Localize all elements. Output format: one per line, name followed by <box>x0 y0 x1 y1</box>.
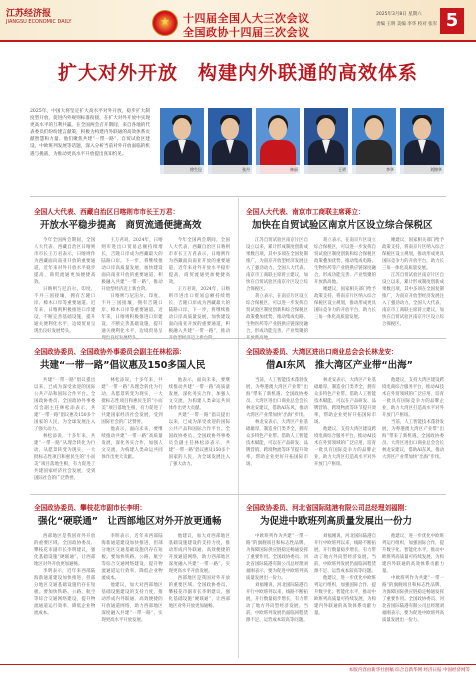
text-column: 江苏自贸试验区南京片区自设立以来，累计形成制度创新成果数百项，其中多项在全国复制推广，为南京开放型经济发展注入了强劲动力。全国人大代表、南京市工商联主席蒋立建议，加快在自贸试验区南京片区设立综合保税区。 蒋立表示，在南京片区设立综合保税区，可以进一步发挥自贸试验区制度创新和综合保税区政策叠加优势，推动集成电路、生物医药等产业链供应链深度融合，形成功能完善、产业集聚的 <box>246 238 308 334</box>
section-title: 开放水平稳步提高 商贸流通便捷高效 <box>40 220 202 231</box>
paper-subtitle: JIANGSU ECONOMIC DAILY <box>6 19 72 25</box>
delegate-photo <box>208 108 252 174</box>
delegate-photo-strip <box>160 108 445 174</box>
text-column: 他表示，面向未来，要继续推动共建“一带一路”高质量发展，深化务实合作，加强人文交流，为构建人类命运共同体作出更大贡献。 共建“一带一路”倡议提出以来，已成为深受欢迎的国际公共产品和国际合作平台。全国政协委员、全国政协外事委员会副主任林松添表示，共建“一带一路”倡议惠及150多个国家的人民，为全球发展注入了强大动力。 <box>168 378 230 467</box>
delegate-photo <box>400 108 444 174</box>
text-column: 中欧班列作为共建“一带一路”的旗舰项目和标志性品牌，为保障国际供应链稳定畅通发挥了重要作用。全国政协委员、河北省国际陆港有限公司总经理刘福刚表示，要为促进中欧班列高质量发展出一份力。 刘福刚说，河北国际陆港自开行中欧班列以来，线路不断拓展，开行数量稳步增长，有力带动了地方外向型经济发展。当前，中欧班列发展仍面临回程货源不足、运营成本较高等问题。 <box>246 534 308 623</box>
text-column: 蒋立表示，在南京片区设立综合保税区，可以进一步发挥自贸试验区制度创新和综合保税区政策叠加优势，推动集成电路、生物医药等产业链供应链深度融合，形成功能完善、产业集聚的开放新高地。 她建议，国家相关部门给予政策支持，将南京片区纳入综合保税区设立规划，推动形成更具国际竞争力的开放平台，助力长三角一体化高质量发展。 <box>314 238 376 320</box>
masthead <box>0 0 476 40</box>
photo-caption: 刘锦华 <box>400 165 444 174</box>
page-footer <box>0 664 476 676</box>
editors-line: 责编 王明 美编 李华 校对 张军 <box>376 22 438 27</box>
section-speaker: 全国政协委员、河北省国际陆港有限公司总经理刘福刚： <box>246 504 411 512</box>
divider <box>30 338 446 339</box>
section-title: 借AI东风 推大湾区产业带“出海” <box>266 360 413 371</box>
text-column: 今年全国两会期间，全国人大代表、西藏自治区日喀则市市长王万君表示，日喀则作为西藏面向南亚开放的重要通道，近年来对外开放水平稳步提高，商贸流通更加便捷高效。 日喀则与尼泊尔、印度、不丹三国接壤，拥有吉隆口岸、樟木口岸等重要通道。近年来，日喀则积极推进口岸建设，不断完善基础设施，提升通关便利化水平，边境贸易呈现出良好发展势头。 <box>34 238 96 334</box>
paper-name: 江苏经济报 <box>6 9 52 19</box>
text-column: 她建议，国家相关部门给予政策支持，将南京片区纳入综合保税区设立规划，推动形成更具国际竞争力的开放平台，助力长三角一体化高质量发展。 江苏自贸试验区南京片区自设立以来，累计形成制度创新成果数百项，其中多项在全国复制推广，为南京开放型经济发展注入了强劲动力。全国人大代表、南京市工商联主席蒋立建议，加快在自贸试验区南京片区设立综合保税区。 <box>382 238 444 327</box>
photo-caption: 王勇 <box>304 165 348 174</box>
masthead-rule <box>0 40 476 42</box>
column-divider <box>238 198 239 658</box>
national-emblem-icon <box>152 10 178 36</box>
text-column: 西部地区是我国对外开放的重要区域。全国政协委员、攀枝花市副市长李明建议，强化基础设施“硬联通”，让西部地区对外开放更加通畅。 李明表示，近年来西部陆海新通道建设加快推进，但部分地区交通基础设施仍存在短板。要加快铁路、公路、航空等综合交通网络建设，提升物流通道运行效率，降低企业物流成本。 <box>34 534 96 616</box>
text-column: 他建议，支持大湾区建设跨境电商综合服务平台，推动AI技术在外贸领域的广泛应用，培育一批具有国际竞争力的品牌企业，助力大湾区打造高水平对外开放门户枢纽。 当前，人工智能技术蓬勃发展，为粤港澳大湾区产业带“出海”带来了新机遇。全国政协委员、大湾区进出口商业总会会长林龙安建议，借助AI东风，推动大湾区产业带加快“出海”步伐。 <box>382 378 444 460</box>
delegate-photo <box>304 108 348 174</box>
section-speaker: 全国政协委员、全国政协外事委员会副主任林松添： <box>34 348 186 356</box>
divider <box>30 494 446 495</box>
photo-caption: 张丹 <box>208 165 252 174</box>
text-column: 当前，人工智能技术蓬勃发展，为粤港澳大湾区产业带“出海”带来了新机遇。全国政协委员、大湾区进出口商业总会会长林龙安建议，借助AI东风，推动大湾区产业带加快“出海”步伐。 林龙安表示，大湾区产业基础雄厚，制造业门类齐全，拥有众多特色产业带。借助人工智能技术赋能，可以在产品研发、品牌营销、跨境物流等环节提升效率，帮助企业更好开拓国际市场。 <box>246 378 308 467</box>
section-title: 加快在自贸试验区南京片区设立综合保税区 <box>252 220 433 231</box>
section-title: 强化“硬联通” 让西部地区对外开放更通畅 <box>38 516 222 527</box>
intro-paragraph: 2025年，中国大将坚定扩大高水平对外开放，稳步扩大制度型开放，促进内外规则标准衔接，在扩大对外开放中实现更高水平的互利共赢。在全国两会召开期间，来自各地的代表委员们纷纷建言献策，积极为构建内外联通的高效体系贡献智慧和力量。他们聚焦共建“一带一路”、自贸试验区建设、中欧班列发展等话题，深入分析当前对外开放面临的机遇与挑战，为推动更高水平开放提出真知灼见。 <box>30 109 150 157</box>
page-headline: 扩大对外开放 构建内外联通的高效体系 <box>57 62 418 84</box>
delegate-photo <box>352 108 396 174</box>
session-title-npc: 十四届全国人大三次会议 <box>183 12 310 25</box>
text-column: 今年全国两会期间，全国人大代表、西藏自治区日喀则市市长王万君表示，日喀则作为西藏面向南亚开放的重要通道，近年来对外开放水平稳步提高，商贸流通更加便捷高效。 王万君说，2024年，日喀则市进出口贸易总额持续增长，吉隆口岸成为西藏最大的陆路口岸。下一步，将继续推动口岸高质量发展，加快建设面向南亚开放的重要通道，积极融入共建“一带一路”，推动 <box>168 238 230 334</box>
section-body <box>246 533 444 657</box>
photo-caption: 徐生昆 <box>160 165 204 174</box>
section-speaker: 全国人大代表、西藏自治区日喀则市市长王万君： <box>34 208 180 216</box>
section-speaker: 全国政协委员、攀枝花市副市长李明： <box>34 504 147 512</box>
section-body <box>34 533 230 657</box>
text-column: 林松添说，十多年来，共建“一带一路”从理念转化为行动，从愿景转变为现实，一大批标志性项目和惠民生的“小而美”项目落地生根，有力促进了共建国家经济社会发展，受到国际社会的广泛赞誉。 他表示，面向未来，要继续推动共建“一带一路”高质量发展，深化务实合作，加强人文交流，为构建人类命运共同体作出更大贡献。 <box>101 378 163 460</box>
photo-caption: 李华 <box>352 165 396 174</box>
page-number-badge: 5 <box>440 8 464 34</box>
text-column: 刘福刚说，河北国际陆港自开行中欧班列以来，线路不断拓展，开行数量稳步增长，有力带动了地方外向型经济发展。当前，中欧班列发展仍面临回程货源不足、运营成本较高等问题。 他建议，进一步优化中欧班列运行组织，加强国际合作，提升数字化、智能化水平，推动中欧班列高质量可持续发展，为构建内外联通的高效体系贡献力量。 <box>314 534 376 616</box>
delegate-photo <box>256 108 300 174</box>
delegate-photo <box>160 108 204 174</box>
section-body <box>246 377 444 489</box>
text-column: 他建议，加大对西部地区基础设施建设的支持力度，推动形成内外联通、高效便捷的开放通道网络，助力西部地区深度融入共建“一带一路”，实现更高水平开放发展。 西部地区是我国对外开放的重要区域。全国政协委员、攀枝花市副市长李明建议，强化基础设施“硬联通”，让西部地区对外开放更加通畅。 <box>168 534 230 609</box>
section-body <box>34 377 230 489</box>
footer-credit: 本版内容由新华社供稿 综合自新华网 经济日报 中国经济网等 <box>348 668 470 673</box>
section-body <box>246 237 444 333</box>
photo-caption: 林丽 <box>256 165 300 174</box>
divider <box>30 196 446 197</box>
text-column: 共建“一带一路”倡议提出以来，已成为深受欢迎的国际公共产品和国际合作平台。全国政协委员、全国政协外事委员会副主任林松添表示，共建“一带一路”倡议惠及150多个国家的人民，为全球发展注入了强大动力。 林松添说，十多年来，共建“一带一路”从理念转化为行动，从愿景转变为现实，一大批标志性项目和惠民生的“小而美”项目落地生根，有力促进了共建国家经济社会发展，受到国际社会的广泛赞誉。 <box>34 378 96 481</box>
section-title: 共建“一带一路”倡议惠及150多国人民 <box>40 360 206 371</box>
section-title: 为促进中欧班列高质量发展出一份力 <box>260 516 413 527</box>
session-title-cppcc: 全国政协十四届三次会议 <box>183 26 310 39</box>
text-column: 他建议，进一步优化中欧班列运行组织，加强国际合作，提升数字化、智能化水平，推动中欧班列高质量可持续发展，为构建内外联通的高效体系贡献力量。 中欧班列作为共建“一带一路”的旗舰项目和标志性品牌，为保障国际供应链稳定畅通发挥了重要作用。全国政协委员、河北省国际陆港有限公司总经理刘福刚表示，要为促进中欧班列高质量发展出一份力。 <box>382 534 444 623</box>
section-speaker: 全国人大代表、南京市工商联主席蒋立： <box>246 208 365 216</box>
section-speaker: 全国政协委员、大湾区进出口商业总会会长林龙安： <box>246 348 398 356</box>
text-column: 王万君说，2024年，日喀则市进出口贸易总额持续增长，吉隆口岸成为西藏最大的陆路口岸。下一步，将继续推动口岸高质量发展，加快建设面向南亚开放的重要通道，积极融入共建“一带一路”，推动开放型经济迈上新台阶。 日喀则与尼泊尔、印度、不丹三国接壤，拥有吉隆口岸、樟木口岸等重要通道。近年来，日喀则积极推进口岸建设，不断完善基础设施，提升通关便利化水平，边境贸易呈 <box>101 238 163 334</box>
text-column: 李明表示，近年来西部陆海新通道建设加快推进，但部分地区交通基础设施仍存在短板。要加快铁路、公路、航空等综合交通网络建设，提升物流通道运行效率，降低企业物流成本。 他建议，加大对西部地区基础设施建设的支持力度，推动形成内外联通、高效便捷的开放通道网络，助力西部地区深度融入共建“一带一路”，实现更高水平开放发展。 <box>101 534 163 623</box>
text-column: 林龙安表示，大湾区产业基础雄厚，制造业门类齐全，拥有众多特色产业带。借助人工智能技术赋能，可以在产品研发、品牌营销、跨境物流等环节提升效率，帮助企业更好开拓国际市场。 他建议，支持大湾区建设跨境电商综合服务平台，推动AI技术在外贸领域的广泛应用，培育一批具有国际竞争力的品牌企业，助力大湾区打造高水平对外开放门户枢纽。 <box>314 378 376 467</box>
issue-date: 2025年3月8日 星期六 <box>376 12 422 17</box>
section-body <box>34 237 230 333</box>
